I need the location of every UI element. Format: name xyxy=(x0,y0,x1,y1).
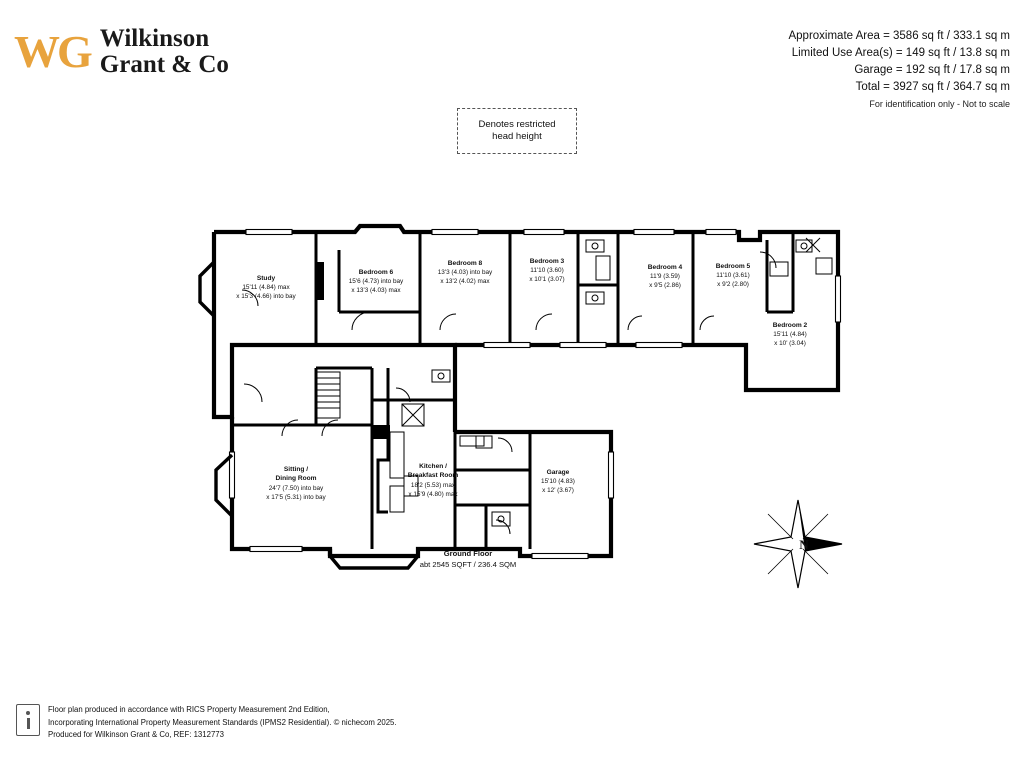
legend-line1: Denotes restricted xyxy=(478,118,556,130)
compass-north-label: N xyxy=(799,537,809,552)
room-label-bedroom-4: Bedroom 4 11'9 (3.59) x 9'5 (2.86) xyxy=(647,264,683,290)
room-label-sitting-dining-room: Sitting / Dining Room 24'7 (7.50) into bay x 17'5 (5.31) into bay xyxy=(266,466,326,501)
room-label-bedroom-6: Bedroom 6 15'6 (4.73) into bay x 13'3 (4.03) max xyxy=(348,269,404,295)
room-label-study: Study 15'11 (4.84) max x 15'3 (4.66) into bay xyxy=(236,275,296,301)
approximate-area: Approximate Area = 3586 sq ft / 333.1 sq m xyxy=(788,30,1010,42)
area-disclaimer: For identification only - Not to scale xyxy=(869,99,1010,110)
footer-line3: Produced for Wilkinson Grant & Co, REF: 1312773 xyxy=(48,730,224,740)
floor-title: Ground Floor xyxy=(443,549,493,558)
limited-use-area: Limited Use Area(s) = 149 sq ft / 13.8 sq m xyxy=(791,47,1010,60)
room-label-bedroom-3: Bedroom 3 11'10 (3.60) x 10'1 (3.07) xyxy=(529,258,565,284)
room-label-kitchen-breakfast-room: Kitchen / Breakfast Room 18'2 (5.53) max x 15'9 (4.80) max xyxy=(407,463,459,498)
floor-area: abt 2545 SQFT / 236.4 SQM xyxy=(419,560,517,569)
room-label-garage: Garage 15'10 (4.83) x 12' (3.67) xyxy=(541,469,575,495)
legend-line2: head height xyxy=(492,131,542,142)
floor-caption xyxy=(378,548,558,570)
room-label-bedroom-5: Bedroom 5 11'10 (3.61) x 9'2 (2.80) xyxy=(715,263,751,289)
footer-line2: Incorporating International Property Measurement Standards (IPMS2 Residential). © nichecom 2025. xyxy=(48,717,397,727)
logo-name-line2: Grant & Co xyxy=(99,50,229,78)
logo-name-line1: Wilkinson xyxy=(99,25,210,52)
garage-area: Garage = 192 sq ft / 17.8 sq m xyxy=(854,64,1010,77)
compass xyxy=(752,498,844,590)
footer-line1: Floor plan produced in accordance with RICS Property Measurement 2nd Edition, xyxy=(48,705,330,715)
logo-monogram: WG xyxy=(14,25,90,77)
room-label-bedroom-2: Bedroom 2 15'11 (4.84) x 10' (3.04) xyxy=(772,322,808,348)
room-label-bedroom-8: Bedroom 8 13'3 (4.03) into bay x 13'2 (4.02) max xyxy=(437,260,493,286)
information-icon xyxy=(16,704,40,736)
footer-disclaimer xyxy=(16,704,397,742)
total-area: Total = 3927 sq ft / 364.7 sq m xyxy=(855,81,1010,94)
